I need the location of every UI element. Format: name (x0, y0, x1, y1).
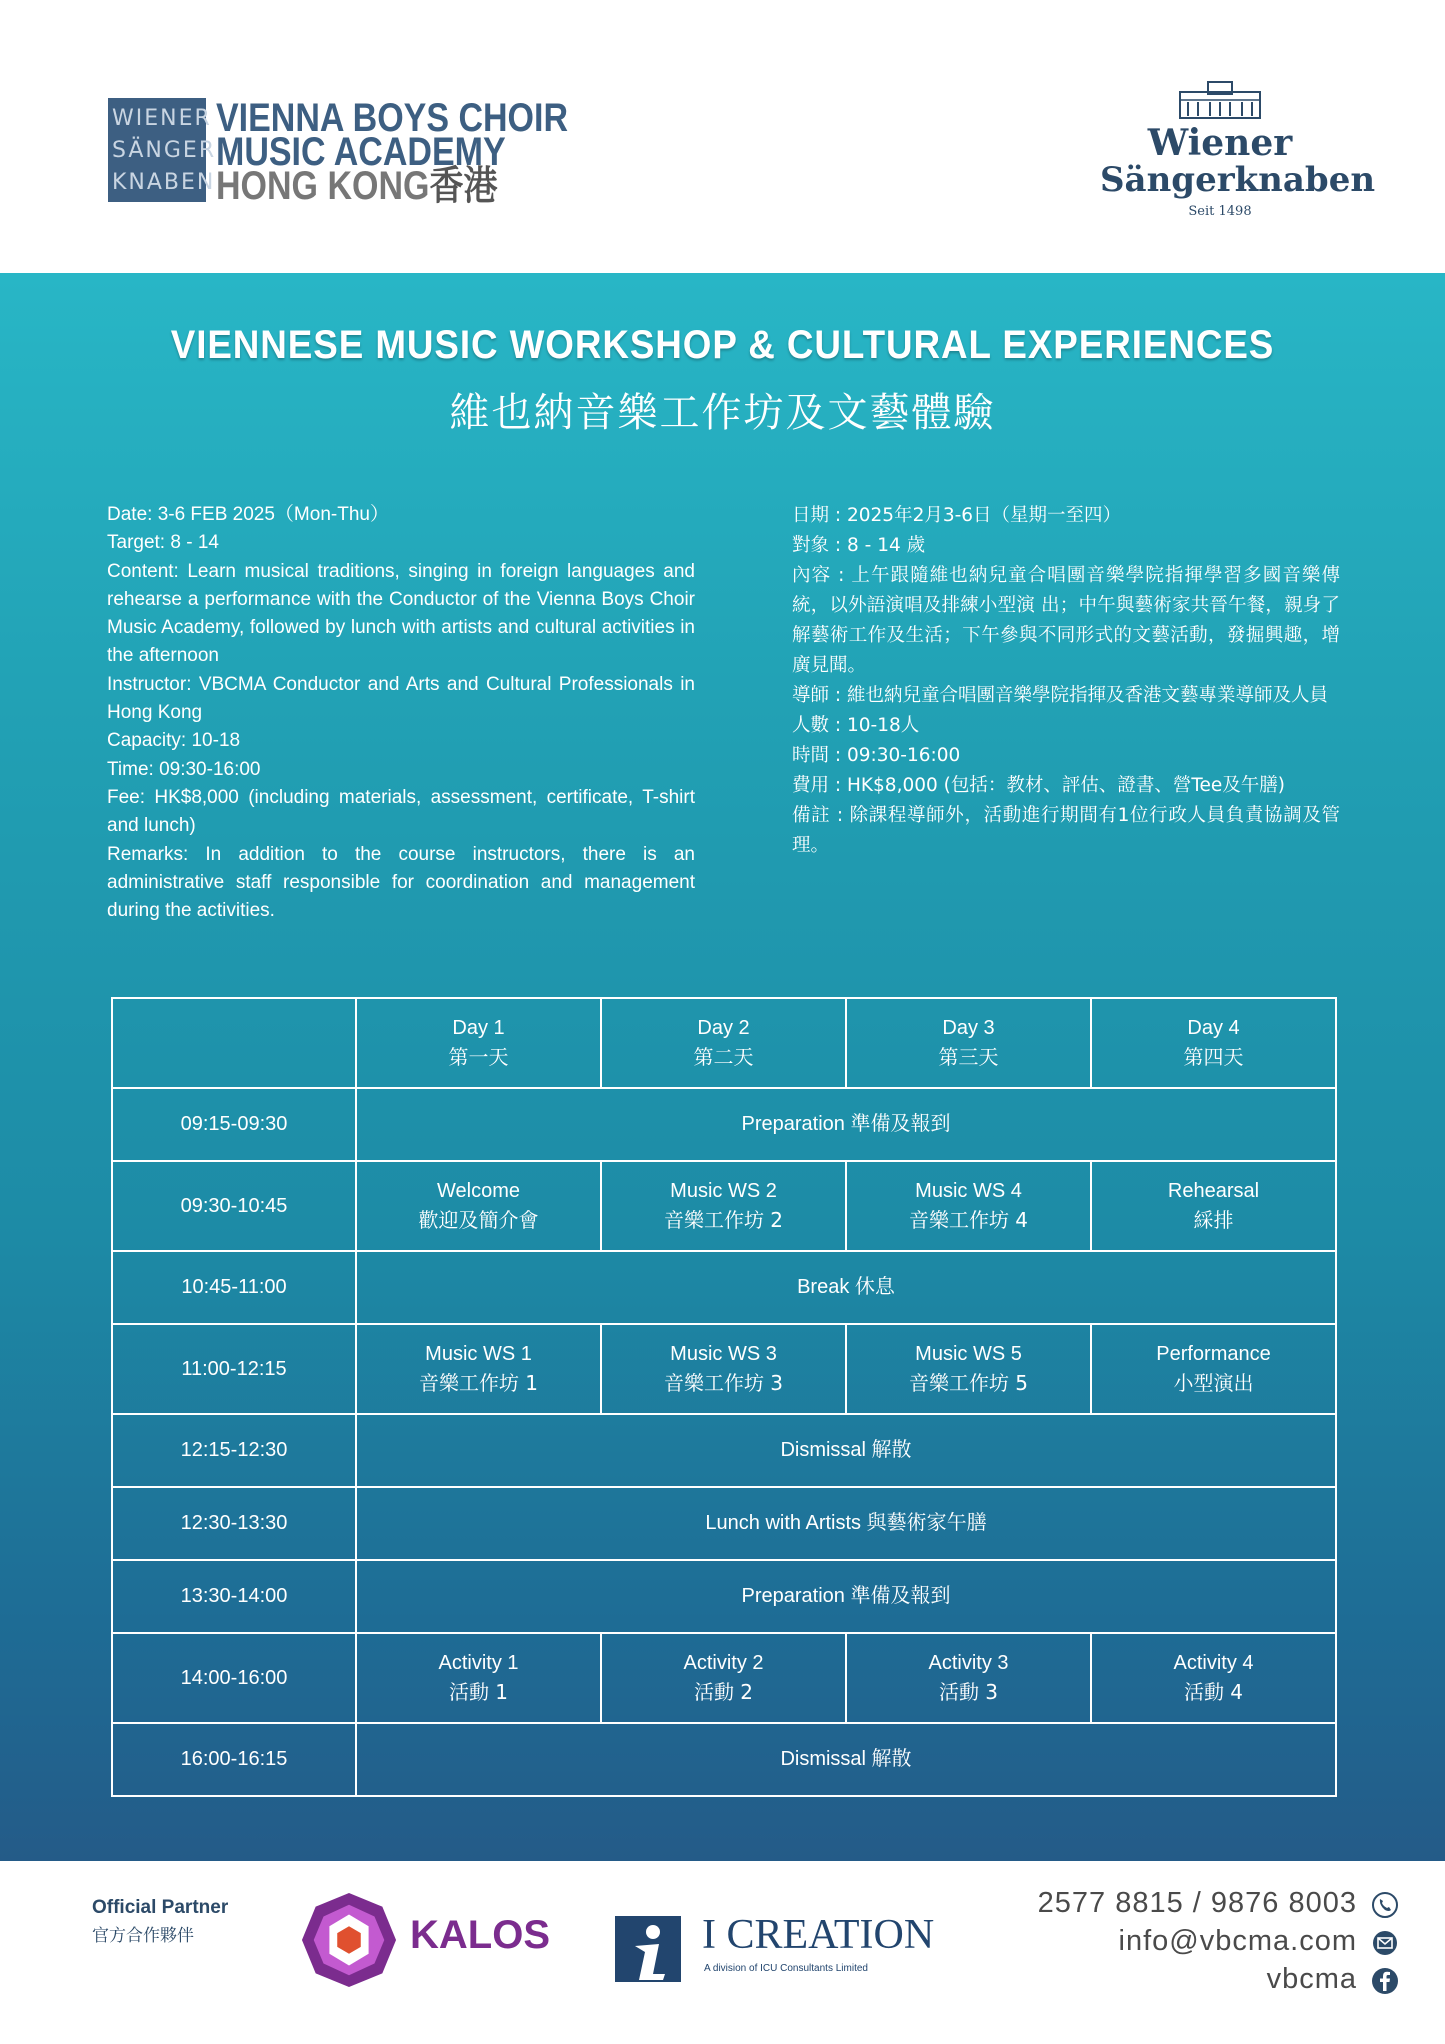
session-cell: Music WS 4 音樂工作坊 4 (846, 1161, 1091, 1251)
table-row (112, 1161, 1336, 1251)
wiener-saengerknaben-logo (1100, 78, 1376, 228)
span-cell: Lunch with Artists 與藝術家午膳 (356, 1487, 1336, 1560)
table-row (112, 1251, 1336, 1324)
icreation-logo-icon (615, 1916, 681, 1982)
table-row (112, 1324, 1336, 1414)
info-english (107, 501, 695, 925)
vbc-logo-hong-kong: HONG KONG (216, 164, 430, 208)
span-cell: Dismissal 解散 (356, 1723, 1336, 1796)
main-panel (0, 273, 1445, 1861)
table-row (112, 1633, 1336, 1723)
time-cell: 14:00-16:00 (112, 1633, 356, 1723)
footer (0, 1861, 1445, 2044)
kalos-wordmark: KALOS (410, 1913, 550, 1957)
vbc-logo-line2: MUSIC ACADEMY (216, 130, 506, 174)
span-cell: Break 休息 (356, 1251, 1336, 1324)
span-cell: Preparation 準備及報到 (356, 1088, 1336, 1161)
info-capacity-zh: 人數 : 10-18人 (792, 715, 920, 736)
info-fee: Fee: HK$8,000 (including materials, assessment, certificate, T-shirt and lunch) (107, 786, 695, 837)
vbc-side-word: WIENER (112, 106, 212, 131)
session-cell: Music WS 5 音樂工作坊 5 (846, 1324, 1091, 1414)
partner-label: Official Partner (92, 1897, 229, 1918)
info-content-zh: 內容 : 上午跟隨維也納兒童合唱團音樂學院指揮學習多國音樂傳統，以外語演唱及排練小型演 出；中午與藝術家共晉午餐，親身了解藝術工作及生活；下午參與不同形式的文藝活動，發掘興趣，增廣見聞。 (792, 565, 1340, 676)
email-icon (1371, 1929, 1399, 1957)
info-instructor-zh: 導師 : 維也納兒童合唱團音樂學院指揮及香港文藝專業導師及人員 (792, 685, 1328, 706)
kalos-logo-icon (300, 1891, 398, 1989)
vbc-side-word: KNABEN (112, 170, 216, 195)
time-cell: 12:30-13:30 (112, 1487, 356, 1560)
span-cell: Dismissal 解散 (356, 1414, 1336, 1487)
icreation-wordmark: I CREATION (702, 1912, 935, 1958)
table-header-row (112, 998, 1336, 1088)
time-cell: 12:15-12:30 (112, 1414, 356, 1487)
table-day-header: Day 4 第四天 (1091, 998, 1336, 1088)
session-cell: Activity 4 活動 4 (1091, 1633, 1336, 1723)
time-cell: 09:30-10:45 (112, 1161, 356, 1251)
vbc-logo-chinese: 香港 (429, 164, 498, 208)
info-chinese (792, 501, 1340, 861)
info-time-zh: 時間 : 09:30-16:00 (792, 745, 961, 766)
page-title: VIENNESE MUSIC WORKSHOP & CULTURAL EXPERIENCES (170, 323, 1275, 367)
info-capacity: Capacity: 10-18 (107, 730, 241, 752)
session-cell: Performance 小型演出 (1091, 1324, 1336, 1414)
info-target-zh: 對象 : 8 - 14 歲 (792, 535, 926, 556)
session-cell: Rehearsal 綵排 (1091, 1161, 1336, 1251)
ws-logo-line2: Sängerknaben (1100, 160, 1376, 200)
time-cell: 09:15-09:30 (112, 1088, 356, 1161)
session-cell: Music WS 1 音樂工作坊 1 (356, 1324, 601, 1414)
info-content: Content: Learn musical traditions, singing in foreign languages and rehearse a performance with the Conductor of the Vienna Boys Choir Music Academy, followed by lunch with artists and cultural activities in the afternoon (107, 560, 695, 667)
phone-icon (1371, 1891, 1399, 1919)
vbc-side-word: SÄNGER (112, 138, 217, 163)
session-cell: Music WS 3 音樂工作坊 3 (601, 1324, 846, 1414)
facebook-icon (1371, 1967, 1399, 1995)
table-day-header: Day 1 第一天 (356, 998, 601, 1088)
contact-email[interactable]: info@vbcma.com (1118, 1925, 1357, 1957)
table-row (112, 1723, 1336, 1796)
session-cell: Welcome 歡迎及簡介會 (356, 1161, 601, 1251)
vbc-logo-box (108, 98, 217, 202)
session-cell: Music WS 2 音樂工作坊 2 (601, 1161, 846, 1251)
info-date-zh: 日期 : 2025年2月3-6日（星期一至四） (792, 505, 1122, 526)
contact-phone[interactable]: 2577 8815 / 9876 8003 (1037, 1887, 1357, 1919)
table-corner-cell (112, 998, 356, 1088)
info-instructor: Instructor: VBCMA Conductor and Arts and Cultural Professionals in Hong Kong (107, 673, 695, 724)
ws-logo-since: Seit 1498 (1188, 204, 1252, 219)
info-fee-zh: 費用 : HK$8,000 (包括：教材、評估、證書、營Tee及午膳) (792, 775, 1286, 796)
span-cell: Preparation 準備及報到 (356, 1560, 1336, 1633)
info-target: Target: 8 - 14 (107, 532, 219, 554)
icreation-subtitle: A division of ICU Consultants Limited (704, 1963, 868, 1974)
time-cell: 16:00-16:15 (112, 1723, 356, 1796)
vbc-logo-line3 (216, 166, 497, 206)
time-cell: 10:45-11:00 (112, 1251, 356, 1324)
time-cell: 11:00-12:15 (112, 1324, 356, 1414)
session-cell: Activity 2 活動 2 (601, 1633, 846, 1723)
table-row (112, 1088, 1336, 1161)
schedule-table (111, 997, 1337, 1797)
info-remarks: Remarks: In addition to the course instructors, there is an administrative staff responsible for coordination and management during the activities. (107, 843, 695, 922)
palace-icon (1178, 78, 1262, 120)
table-row (112, 1414, 1336, 1487)
header (0, 0, 1445, 273)
partner-label-chinese: 官方合作夥伴 (92, 1926, 194, 1946)
table-row (112, 1487, 1336, 1560)
ws-logo-line1: Wiener (1147, 122, 1293, 164)
session-cell: Activity 3 活動 3 (846, 1633, 1091, 1723)
session-cell: Activity 1 活動 1 (356, 1633, 601, 1723)
vbc-logo-line1: VIENNA BOYS CHOIR (216, 96, 569, 140)
info-remarks-zh: 備註 : 除課程導師外，活動進行期間有1位行政人員負責協調及管理。 (792, 805, 1340, 856)
contact-facebook[interactable]: vbcma (1266, 1963, 1357, 1995)
page-title-chinese: 維也納音樂工作坊及文藝體驗 (449, 390, 996, 436)
info-time: Time: 09:30-16:00 (107, 758, 261, 780)
table-day-header: Day 3 第三天 (846, 998, 1091, 1088)
table-day-header: Day 2 第二天 (601, 998, 846, 1088)
table-row (112, 1560, 1336, 1633)
info-date: Date: 3-6 FEB 2025（Mon-Thu） (107, 504, 389, 525)
time-cell: 13:30-14:00 (112, 1560, 356, 1633)
